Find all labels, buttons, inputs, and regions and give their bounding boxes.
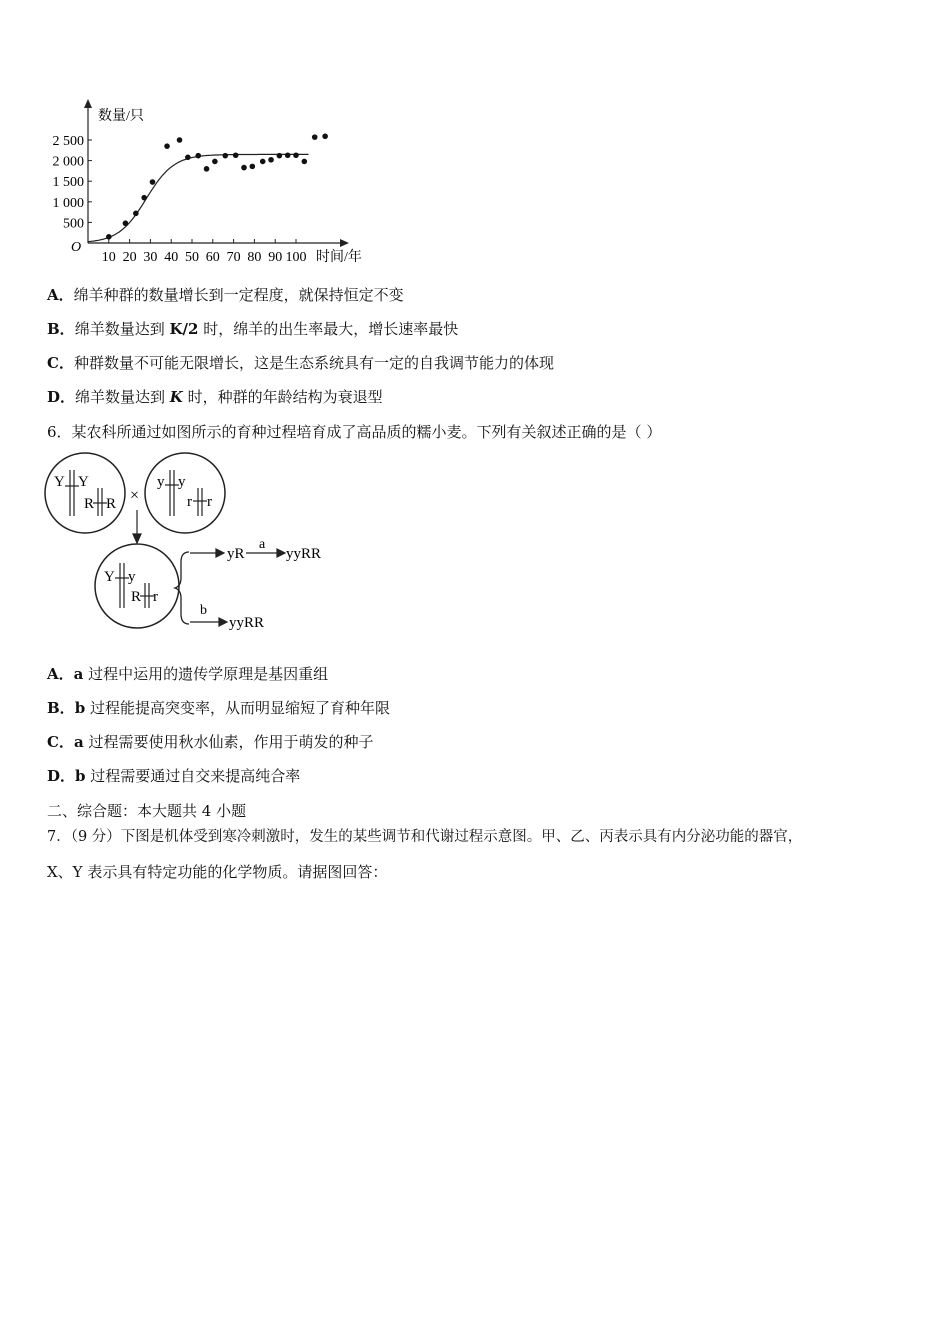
section-title: 二、综合题：本大题共 4 小题 (47, 802, 247, 820)
data-point (185, 155, 191, 161)
data-point (312, 134, 318, 140)
data-point (302, 159, 308, 165)
q5-option-c (47, 353, 554, 373)
x-axis-arrow-icon (340, 239, 349, 247)
data-point (141, 195, 147, 201)
option-text-post: 时，种群的年龄结构为衰退型 (182, 388, 383, 406)
gene-label: R (106, 496, 117, 512)
data-point (195, 153, 201, 159)
population-chart (40, 95, 370, 270)
gene-label: R (131, 589, 142, 605)
option-letter: C． (47, 733, 74, 751)
data-point (133, 211, 139, 217)
x-axis-label: 时间/年 (316, 250, 362, 265)
arrow-icon (246, 549, 285, 557)
gene-label: y (157, 474, 165, 490)
down-arrow-icon (133, 510, 141, 543)
option-letter: B． (47, 320, 75, 338)
q5-option-a (47, 285, 404, 305)
q7-stem-line2: X、Y 表示具有特定功能的化学物质。请据图回答： (47, 863, 388, 881)
arrow-icon (190, 618, 227, 626)
gene-label: Y (54, 474, 65, 490)
y-tick-label: 2 000 (52, 154, 84, 170)
data-point (241, 165, 247, 171)
data-point (204, 166, 210, 172)
q6-option-d (47, 766, 300, 786)
option-math: K/2 (169, 320, 199, 338)
option-text-pre: 绵羊数量达到 (75, 388, 170, 406)
gamete-label: yR (227, 546, 245, 562)
result-label: yyRR (286, 546, 322, 562)
option-math: K (169, 388, 183, 406)
x-tick-label: 50 (185, 250, 199, 265)
option-text: 种群数量不可能无限增长，这是生态系统具有一定的自我调节能力的体现 (73, 354, 554, 372)
data-point (164, 143, 170, 149)
y-tick-label: 1 000 (52, 195, 84, 211)
breeding-diagram (40, 448, 340, 638)
q5-option-d (47, 387, 383, 407)
data-point (233, 152, 239, 158)
option-var: b (74, 699, 86, 717)
data-point (106, 234, 112, 240)
q7-stem-line1: 7．（9 分）下图是机体受到寒冷刺激时，发生的某些调节和代谢过程示意图。甲、乙、丙表示具有内分泌功能的器官， (47, 829, 803, 845)
data-point (285, 152, 291, 158)
q5-option-b (47, 319, 458, 339)
y-axis-label: 数量/只 (98, 109, 144, 124)
option-var: a (73, 665, 84, 683)
data-point (212, 159, 218, 165)
option-text: 过程能提高突变率，从而明显缩短了育种年限 (85, 699, 390, 717)
gene-label: r (187, 494, 192, 510)
y-tick-label: 2 500 (52, 134, 84, 149)
data-point (177, 137, 183, 143)
y-tick-label: 1 500 (52, 175, 84, 191)
option-text: 过程需要通过自交来提高纯合率 (85, 767, 301, 785)
option-letter: D． (47, 767, 76, 785)
data-point (293, 152, 299, 158)
arrow-icon (190, 549, 224, 557)
data-point (268, 157, 274, 163)
gene-label: R (84, 496, 95, 512)
q6-stem: 6．某农科所通过如图所示的育种过程培育成了高品质的糯小麦。下列有关叙述正确的是（ ） (47, 423, 662, 441)
q6-option-c (47, 732, 373, 752)
x-tick-label: 30 (143, 250, 158, 265)
gene-label: r (153, 589, 158, 605)
f1-cell (95, 544, 179, 628)
option-var: b (75, 767, 86, 785)
option-letter: C． (47, 354, 74, 372)
option-text: 过程中运用的遗传学原理是基因重组 (83, 665, 329, 683)
brace (175, 552, 189, 624)
parent1-cell (45, 453, 125, 533)
data-point (322, 133, 328, 139)
q6-option-b (47, 698, 390, 718)
x-tick-label: 80 (247, 250, 262, 265)
option-letter: A． (47, 665, 74, 683)
x-tick-label: 70 (226, 250, 241, 265)
origin-label: O (71, 240, 82, 255)
data-point (250, 164, 256, 170)
option-text: 绵羊种群的数量增长到一定程度，就保持恒定不变 (73, 286, 404, 304)
option-letter: B． (47, 699, 75, 717)
option-text: 过程需要使用秋水仙素，作用于萌发的种子 (83, 733, 374, 751)
process-b-label: b (200, 603, 207, 618)
gene-label: Y (104, 569, 115, 585)
x-tick-label: 100 (285, 250, 307, 265)
x-tick-label: 90 (268, 250, 283, 265)
process-a-label: a (259, 537, 266, 552)
data-point (150, 179, 156, 185)
x-tick-label: 60 (205, 250, 220, 265)
x-tick-label: 20 (122, 250, 137, 265)
gene-label: Y (78, 474, 89, 490)
x-tick-label: 10 (101, 250, 116, 265)
data-point (277, 153, 283, 159)
gene-label: y (178, 474, 186, 490)
gene-label: y (128, 569, 136, 585)
option-text-post: 时，绵羊的出生率最大，增长速率最快 (198, 320, 459, 338)
y-axis-arrow-icon (84, 99, 92, 108)
option-var: a (73, 733, 84, 751)
option-text-pre: 绵羊数量达到 (74, 320, 170, 338)
data-point (123, 220, 129, 226)
parent2-cell (145, 453, 225, 533)
option-letter: A． (47, 286, 74, 304)
cross-symbol: × (130, 487, 140, 504)
option-letter: D． (47, 388, 76, 406)
result-label: yyRR (229, 615, 265, 631)
y-tick-label: 500 (63, 216, 84, 232)
data-point (260, 159, 266, 165)
q6-option-a (47, 664, 328, 684)
fit-curve (88, 154, 309, 241)
gene-label: r (207, 494, 212, 510)
data-point (222, 153, 228, 159)
x-tick-label: 40 (164, 250, 179, 265)
